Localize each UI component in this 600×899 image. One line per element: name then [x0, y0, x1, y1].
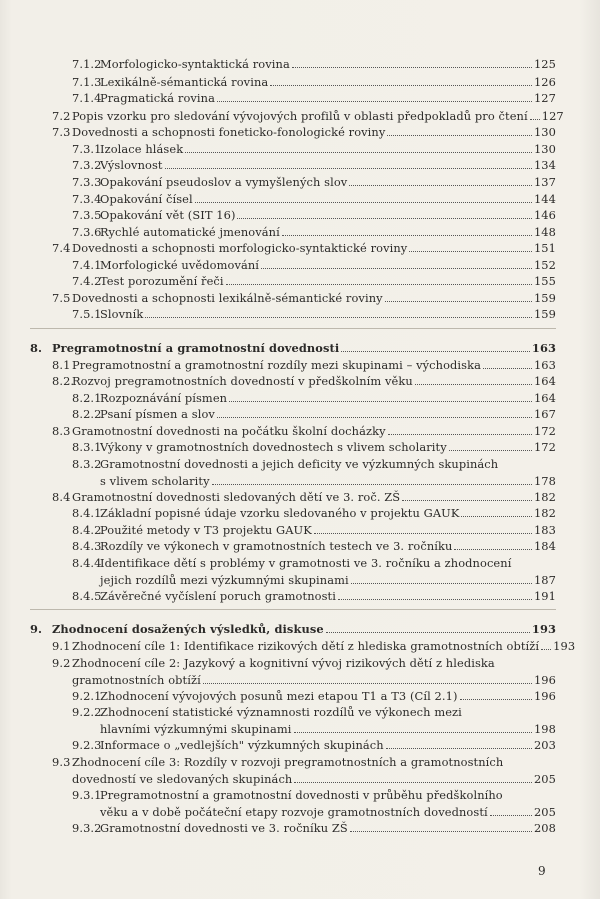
toc-entry-number: 7.4.2: [72, 274, 102, 288]
toc-entry-page: 178: [533, 473, 556, 488]
toc-entry-page: 198: [533, 721, 556, 736]
toc-entry-title: věku a v době počáteční etapy rozvoje gramotnostních dovedností: [100, 804, 488, 819]
toc-entry-title: Gramotnostní dovednosti na počátku školní docházky: [72, 424, 386, 438]
toc-entry-number: 7.2: [52, 109, 71, 123]
toc-entry-number: 7.5: [52, 291, 71, 305]
toc-entry: [0, 588, 600, 606]
toc-entry-number: 8.4.4: [72, 556, 102, 570]
toc-entry-page: 164: [533, 391, 556, 405]
toc-entry: [0, 373, 600, 391]
dot-leader: [351, 582, 532, 584]
toc-entry-title: jejich rozdílů mezi výzkumnými skupinami: [100, 572, 349, 587]
toc-entry-number: 8.3.1: [72, 440, 102, 454]
toc-entry-page: 164: [533, 374, 556, 388]
toc-entry-number: 9.2.1: [72, 689, 102, 703]
dot-leader: [212, 483, 532, 485]
dot-leader: [226, 283, 532, 285]
toc-entry-page: 203: [533, 738, 556, 752]
toc-entry-page: 196: [533, 672, 556, 687]
toc-entry-page: 127: [533, 91, 556, 105]
toc-entry-title: Izolace hlásek: [100, 142, 184, 156]
toc-entry-number: 9.2.2: [72, 705, 102, 719]
toc-entry: [0, 538, 600, 556]
toc-entry-number: 7.4: [52, 241, 71, 255]
toc-entry-page: 152: [533, 258, 556, 272]
toc-entry-page: 172: [533, 424, 556, 438]
toc-entry-title: Rozdíly ve výkonech v gramotnostních testech ve 3. ročníku: [100, 539, 453, 553]
toc-entry-page: 205: [533, 771, 556, 786]
toc-entry-page: 130: [533, 125, 556, 139]
toc-entry: [0, 704, 600, 722]
toc-entry-number: 8.3: [52, 424, 71, 438]
toc-entry-title: Popis vzorku pro sledování vývojových profilů v oblasti předpokladů pro čtení: [72, 109, 528, 123]
toc-entry: [0, 555, 600, 573]
toc-entry-page: 184: [533, 539, 556, 553]
dot-leader: [314, 532, 532, 534]
toc-entry-number: 8.4.1: [72, 506, 102, 520]
toc-entry: [0, 621, 600, 639]
toc-entry-continuation: [0, 473, 600, 491]
toc-entry-number: 7.3.3: [72, 175, 102, 189]
dot-leader: [385, 300, 532, 302]
toc-entry-title: Zhodnocení cíle 3: Rozdíly v rozvoji pregramotnostních a gramotnostních: [72, 755, 504, 769]
dot-leader: [386, 747, 532, 749]
dot-leader: [449, 449, 532, 451]
toc-entry-number: 8.2.1: [72, 391, 102, 405]
dot-leader: [530, 118, 540, 120]
toc-entry-page: 205: [533, 804, 556, 819]
toc-entry: [0, 273, 600, 291]
dot-leader: [415, 383, 532, 385]
toc-entry-page: 159: [533, 307, 556, 321]
toc-entry-page: 148: [533, 225, 556, 239]
dot-leader: [270, 84, 532, 86]
toc-entry: [0, 306, 600, 324]
toc-entry-title: Informace o „vedlejších" výzkumných skupinách: [100, 738, 384, 752]
toc-entry-title: Zhodnocení cíle 2: Jazykový a kognitivní vývoj rizikových dětí z hlediska: [72, 656, 495, 670]
toc-entry-title: Rozpoznávání písmen: [100, 391, 228, 405]
toc-entry-continuation: [0, 672, 600, 690]
toc-entry-number: 7.3.6: [72, 225, 102, 239]
toc-entry-title: Zhodnocení vývojových posunů mezi etapou T1 a T3 (Cíl 2.1): [100, 689, 458, 703]
toc-entry: [0, 820, 600, 838]
toc-entry-page: 208: [533, 821, 556, 835]
toc-entry-number: 8.4.5: [72, 589, 102, 603]
toc-entry-continuation: [0, 721, 600, 739]
toc-entry-title: Zhodnocení dosažených výsledků, diskuse: [52, 622, 324, 636]
dot-leader: [237, 217, 531, 219]
toc-entry: [0, 207, 600, 225]
toc-entry: [0, 240, 600, 258]
toc-entry-title: Dovednosti a schopnosti foneticko-fonologické roviny: [72, 125, 386, 139]
toc-entry-number: 9.1: [52, 639, 71, 653]
toc-entry: [0, 406, 600, 424]
chapter-divider: [30, 609, 556, 610]
toc-entry-title: Identifikace dětí s problémy v gramotnosti ve 3. ročníku a zhodnocení: [100, 556, 512, 570]
toc-entry-title: Morfologicko-syntaktická rovina: [100, 57, 290, 71]
dot-leader: [294, 781, 532, 783]
toc-entry-title: dovedností ve sledovaných skupinách: [72, 771, 293, 786]
toc-entry-page: 191: [533, 589, 556, 603]
toc-entry-title: Opakování pseudoslov a vymyšlených slov: [100, 175, 348, 189]
dot-leader: [490, 814, 532, 816]
dot-leader: [165, 167, 532, 169]
toc-entry-title: s vlivem scholarity: [100, 473, 210, 488]
dot-leader: [349, 184, 532, 186]
dot-leader: [541, 648, 551, 650]
dot-leader: [294, 731, 532, 733]
toc-entry-title: Rychlé automatické jmenování: [100, 225, 280, 239]
toc-entry-number: 8.2.2: [72, 407, 102, 421]
toc-entry-title: Pregramotnostní a gramotnostní dovednosti v průběhu předškolního: [100, 788, 503, 802]
dot-leader: [409, 250, 532, 252]
toc-entry-title: Gramotnostní dovednosti sledovaných dětí ve 3. roč. ZŠ: [72, 490, 401, 504]
dot-leader: [195, 201, 532, 203]
toc-entry-page: 167: [533, 407, 556, 421]
toc-entry-page: 151: [533, 241, 556, 255]
toc-entry-number: 7.1.3: [72, 75, 102, 89]
toc-entry: [0, 124, 600, 142]
dot-leader: [203, 682, 532, 684]
toc-entry: [0, 787, 600, 805]
toc-entry: [0, 90, 600, 108]
toc-entry-page: 172: [533, 440, 556, 454]
toc-entry: [0, 655, 600, 673]
dot-leader: [483, 367, 532, 369]
toc-entry-page: 130: [533, 142, 556, 156]
toc-entry-continuation: [0, 572, 600, 590]
dot-leader: [460, 698, 532, 700]
dot-leader: [350, 830, 532, 832]
toc-entry-title: Opakování vět (SIT 16): [100, 208, 236, 222]
toc-entry-continuation: [0, 771, 600, 789]
toc-entry-number: 7.3.5: [72, 208, 102, 222]
toc-entry: [0, 456, 600, 474]
toc-entry-title: Dovednosti a schopnosti lexikálně-sémantické roviny: [72, 291, 383, 305]
toc-entry-number: 9.2.3: [72, 738, 102, 752]
toc-entry-number: 9.: [30, 622, 43, 636]
toc-entry-page: 146: [533, 208, 556, 222]
dot-leader: [185, 151, 532, 153]
toc-entry: [0, 737, 600, 755]
toc-entry-title: Pregramotnostní a gramotnostní dovednosti: [52, 341, 340, 355]
dot-leader: [282, 234, 532, 236]
toc-entry-page: 125: [533, 57, 556, 71]
toc-entry-number: 8.4.2: [72, 523, 102, 537]
page-number: 9: [538, 864, 546, 878]
toc-entry-page: 163: [533, 358, 556, 372]
toc-entry-page: 183: [533, 523, 556, 537]
toc-entry-page: 187: [533, 572, 556, 587]
dot-leader: [388, 433, 532, 435]
dot-leader: [326, 631, 530, 633]
toc-entry-title: Gramotnostní dovednosti ve 3. ročníku ZŠ: [100, 821, 348, 835]
toc-entry-page: 193: [531, 622, 556, 636]
toc-entry: [0, 56, 600, 74]
dot-leader: [292, 66, 532, 68]
toc-entry: [0, 505, 600, 523]
toc-entry-title: Lexikálně-sémantická rovina: [100, 75, 269, 89]
toc-entry-page: 127: [541, 109, 564, 123]
toc-entry-number: 8.2.: [52, 374, 75, 388]
toc-entry-number: 9.2: [52, 656, 71, 670]
toc-entry-number: 8.3.2: [72, 457, 102, 471]
toc-entry: [0, 439, 600, 457]
dot-leader: [461, 515, 531, 517]
toc-entry-number: 7.3.4: [72, 192, 102, 206]
toc-entry-title: Morfologické uvědomování: [100, 258, 260, 272]
toc-entry: [0, 157, 600, 175]
toc-entry-title: Zhodnocení statistické významnosti rozdílů ve výkonech mezi: [100, 705, 462, 719]
toc-entry-title: Základní popisné údaje vzorku sledovaného v projektu GAUK: [100, 506, 460, 520]
toc-entry-title: hlavními výzkumnými skupinami: [100, 721, 292, 736]
toc-entry: [0, 754, 600, 772]
toc-entry-number: 7.4.1: [72, 258, 102, 272]
dot-leader: [229, 400, 532, 402]
toc-entry-title: Pragmatická rovina: [100, 91, 216, 105]
dot-leader: [387, 134, 532, 136]
toc-entry-title: Opakování čísel: [100, 192, 193, 206]
toc-entry-page: 137: [533, 175, 556, 189]
toc-entry-page: 159: [533, 291, 556, 305]
toc-entry-title: Psaní písmen a slov: [100, 407, 215, 421]
toc-entry-title: Zhodnocení cíle 1: Identifikace rizikových dětí z hlediska gramotnostních obtíží: [72, 639, 540, 653]
toc-entry-number: 7.3: [52, 125, 71, 139]
dot-leader: [145, 316, 532, 318]
toc-entry-number: 9.3: [52, 755, 71, 769]
toc-entry-page: 126: [533, 75, 556, 89]
toc-entry-title: Rozvoj pregramotnostních dovedností v předškolním věku: [72, 374, 413, 388]
toc-entry-title: Závěrečné vyčíslení poruch gramotnosti: [100, 589, 336, 603]
toc-entry-page: 134: [533, 158, 556, 172]
toc-entry-page: 155: [533, 274, 556, 288]
toc-entry-number: 7.3.2: [72, 158, 102, 172]
dot-leader: [217, 416, 532, 418]
toc-entry-number: 7.5.1: [72, 307, 102, 321]
toc-entry-number: 9.3.2: [72, 821, 102, 835]
toc-entry-page: 182: [533, 490, 556, 504]
toc-entry-title: Pregramotnostní a gramotnostní rozdíly mezi skupinami – východiska: [72, 358, 482, 372]
toc-entry-title: Výslovnost: [100, 158, 163, 172]
dot-leader: [261, 267, 532, 269]
toc-entry-title: Gramotnostní dovednosti a jejich deficity ve výzkumných skupinách: [100, 457, 499, 471]
dot-leader: [217, 100, 532, 102]
toc-entry-number: 8.: [30, 341, 43, 355]
toc-entry-title: gramotnostních obtíží: [72, 672, 201, 687]
toc-entry-title: Dovednosti a schopnosti morfologicko-syntaktické roviny: [72, 241, 408, 255]
toc-entry-title: Slovník: [100, 307, 144, 321]
chapter-divider: [30, 328, 556, 329]
toc-entry: [0, 638, 600, 656]
toc-entry-page: 182: [533, 506, 556, 520]
toc-entry-number: 8.4: [52, 490, 71, 504]
toc-entry-title: Použité metody v T3 projektu GAUK: [100, 523, 312, 537]
toc-entry-page: 196: [533, 689, 556, 703]
toc-entry-page: 163: [531, 341, 556, 355]
toc-entry-number: 9.3.1: [72, 788, 102, 802]
toc-entry-number: 7.1.4: [72, 91, 102, 105]
toc-entry-title: Výkony v gramotnostních dovednostech s vlivem scholarity: [100, 440, 447, 454]
toc-entry-page: 144: [533, 192, 556, 206]
dot-leader: [402, 499, 532, 501]
toc-entry-number: 7.1.2: [72, 57, 102, 71]
toc-entry: [0, 174, 600, 192]
toc-entry-number: 8.4.3: [72, 539, 102, 553]
toc-entry: [0, 340, 600, 358]
toc-entry-continuation: [0, 804, 600, 822]
toc-entry-page: 193: [553, 639, 576, 653]
dot-leader: [454, 548, 531, 550]
toc-entry-title: Test porozumění řeči: [100, 274, 224, 288]
toc-entry-number: 8.1: [52, 358, 71, 372]
dot-leader: [341, 350, 530, 352]
dot-leader: [338, 598, 532, 600]
toc-entry-number: 7.3.1: [72, 142, 102, 156]
